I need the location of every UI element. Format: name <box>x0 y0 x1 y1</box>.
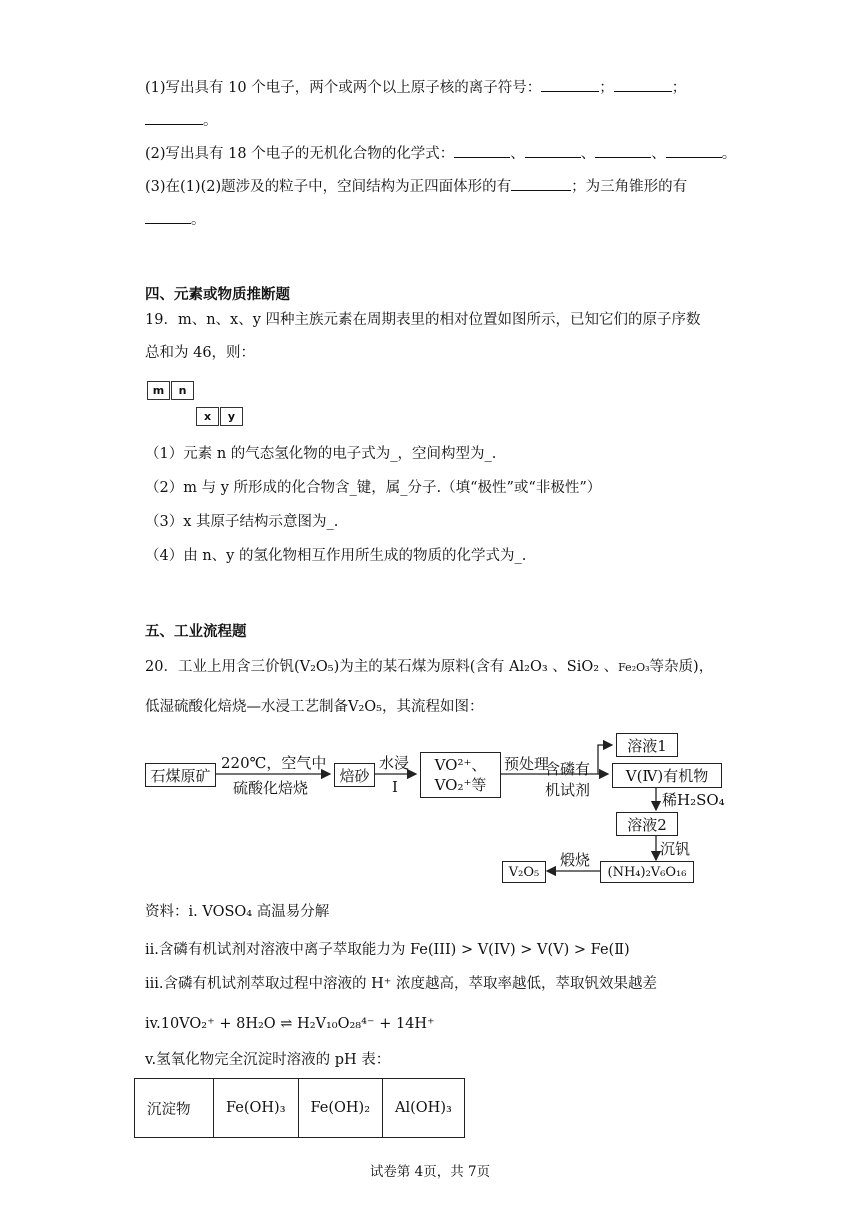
table-cell: Fe(OH)₃ <box>214 1079 299 1138</box>
leach-stage-label: Ⅰ <box>392 778 398 796</box>
q19-stem: 19．m、n、x、y 四种主族元素在周期表里的相对位置如图所示，已知它们的原子序数 <box>145 312 701 328</box>
extractant-label: 含磷有 <box>545 760 591 778</box>
q19-stem-cont: 总和为 46，则： <box>145 345 256 361</box>
product-box: V₂O₅ <box>502 861 546 883</box>
info-iv: iv.10VO₂⁺ + 8H₂O ⇌ H₂V₁₀O₂₈⁴⁻ + 14H⁺ <box>145 1016 435 1032</box>
table-cell: Al(OH)₃ <box>383 1079 465 1138</box>
q19-sub4: （4）由 n、y 的氢化物相互作用所生成的物质的化学式为_. <box>145 548 527 564</box>
raw-ore-box: 石煤原矿 <box>145 763 216 787</box>
q18-part1: (1)写出具有 10 个电子，两个或两个以上原子核的离子符号： ； ； <box>145 77 686 98</box>
pretreat-label: 预处理 <box>504 755 550 773</box>
organic-phase-box: V(Ⅳ)有机物 <box>612 763 722 788</box>
acid-label: 稀H₂SO₄ <box>662 791 725 809</box>
solution1-box: 溶液1 <box>616 733 678 757</box>
q19-sub3: （3）x 其原子结构示意图为_. <box>145 514 339 530</box>
roast-method-label: 硫酸化焙烧 <box>233 779 309 797</box>
ph-table <box>134 1078 465 1138</box>
ammonium-vanadate-box: (NH₄)₂V₆O₁₆ <box>600 861 694 883</box>
section-title: 四、元素或物质推断题 <box>145 286 290 303</box>
cell-y: y <box>220 407 243 426</box>
info-i: 资料：i. VOSO₄ 高温易分解 <box>145 904 330 920</box>
ions-box: VO²⁺、 VO₂⁺等 <box>420 752 501 798</box>
cell-n: n <box>171 381 194 400</box>
calcine-box: 焙砂 <box>334 763 375 787</box>
q19-sub2: （2）m 与 y 所形成的化合物含_键，属_分子.（填“极性”或“非极性”） <box>145 480 602 496</box>
leach-label: 水浸 <box>379 754 410 772</box>
cell-x: x <box>196 407 219 426</box>
q19-sub1: （1）元素 n 的气态氢化物的电子式为_，空间构型为_. <box>145 446 497 462</box>
table-row <box>135 1079 465 1138</box>
roast-condition-label: 220℃，空气中 <box>221 754 327 772</box>
q18-part2: (2)写出具有 18 个电子的无机化合物的化学式： 、 、 、 。 <box>145 143 736 164</box>
cell-m: m <box>147 381 170 400</box>
q18-part1-cont: 。 <box>145 110 218 131</box>
info-v: v.氢氧化物完全沉淀时溶液的 pH 表： <box>145 1052 391 1068</box>
table-cell: 沉淀物 <box>135 1079 214 1138</box>
precipitate-label: 沉钒 <box>660 840 691 858</box>
extractant-label: 机试剂 <box>545 781 591 799</box>
info-ii: ii.含磷有机试剂对溶液中离子萃取能力为 Fe(III) > V(IV) > V(V) > Fe(Ⅱ) <box>145 942 630 958</box>
solution2-box: 溶液2 <box>616 812 678 836</box>
table-cell: Fe(OH)₂ <box>298 1079 383 1138</box>
q18-part3: (3)在(1)(2)题涉及的粒子中，空间结构为正四面体形的有 ；为三角锥形的有 <box>145 176 687 197</box>
calcine-step-label: 煅烧 <box>560 851 591 869</box>
q18-part3-cont: 。 <box>145 209 206 230</box>
q20-stem-cont: 低湿硫酸化焙烧—水浸工艺制备V₂O₅，其流程如图： <box>145 699 484 715</box>
q20-stem: 20．工业上用含三价钒(V₂O₅)为主的某石煤为原料(含有 Al₂O₃ 、SiO₂ 、Fe₂O₃等杂质)， <box>145 659 714 675</box>
info-iii: iii.含磷有机试剂萃取过程中溶液的 H⁺ 浓度越高，萃取率越低，萃取钒效果越差 <box>145 976 658 992</box>
section-title: 五、工业流程题 <box>145 623 247 640</box>
page-footer: 试卷第 4页，共 7页 <box>369 1164 491 1180</box>
